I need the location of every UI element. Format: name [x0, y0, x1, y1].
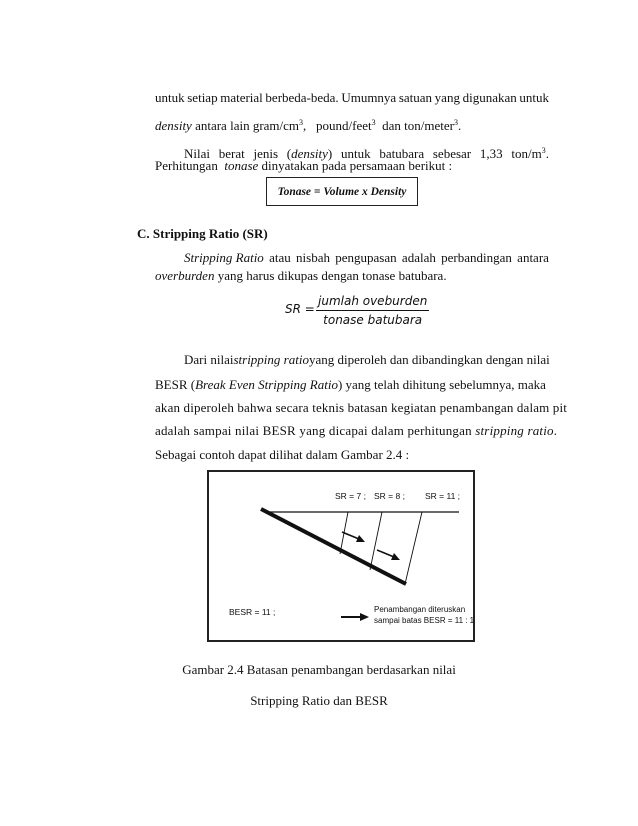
- word: batubara: [379, 146, 425, 161]
- text-segment: Perhitungan: [155, 158, 218, 173]
- word: berbeda-beda.: [265, 90, 339, 105]
- overburden-term: overburden: [155, 268, 215, 283]
- label-sr7: SR = 7 ;: [335, 491, 366, 501]
- pit-limit-sr8: [370, 512, 382, 570]
- figure-diagram: [209, 472, 473, 640]
- word: digunakan: [462, 90, 517, 105]
- equation-fraction: [316, 294, 429, 327]
- text-segment: .: [457, 118, 462, 133]
- stripping-ratio-term: stripping ratio: [233, 352, 309, 367]
- word: atau: [269, 250, 291, 265]
- para1-line1: [155, 90, 549, 106]
- text-segment: .: [545, 146, 549, 161]
- word: yang: [434, 90, 460, 105]
- text-segment: yang harus dikupas dengan tonase batubara.: [217, 268, 447, 283]
- figure-caption-line1: Gambar 2.4 Batasan penambangan berdasarkan nilai: [182, 662, 456, 677]
- superscript: 3: [371, 118, 376, 127]
- superscript: 3: [453, 118, 458, 127]
- para2-line2: [155, 158, 452, 174]
- word: material: [220, 90, 263, 105]
- pit-limit-sr11: [405, 512, 422, 584]
- word: adalah: [401, 250, 436, 265]
- word: setiap: [187, 90, 218, 105]
- label-besr: BESR = 11 ;: [229, 607, 276, 617]
- section-heading: C. Stripping Ratio (SR): [137, 226, 268, 241]
- word: nisbah: [296, 250, 330, 265]
- para3-line4: [155, 423, 557, 439]
- word: jenis: [253, 146, 279, 161]
- figure-2-4: [207, 470, 475, 642]
- figure-caption-line2: Stripping Ratio dan BESR: [250, 693, 388, 708]
- word: untuk: [341, 146, 371, 161]
- word: antara: [517, 250, 549, 265]
- text-segment: BESR (: [155, 377, 196, 392]
- text-segment: (: [286, 146, 292, 161]
- para3-line1: [184, 352, 549, 368]
- word: perbandingan: [441, 250, 512, 265]
- word: 1,33: [479, 146, 503, 161]
- stripping-ratio-term: stripping ratio: [475, 423, 554, 438]
- text-segment: ) yang telah dihitung sebelumnya, maka: [337, 377, 546, 392]
- text-segment: .: [553, 423, 558, 438]
- section-c-line2: [155, 268, 447, 284]
- text-segment: yang diperoleh dan dibandingkan dengan nilai: [308, 352, 550, 367]
- word: Umumnya: [341, 90, 397, 105]
- text-segment: dinyatakan pada persamaan berikut :: [261, 158, 453, 173]
- word: Nilai: [184, 146, 210, 161]
- text-segment: adalah sampai nilai BESR yang dicapai dalam perhitungan: [155, 423, 472, 438]
- legend-arrow-head: [360, 613, 369, 621]
- superscript: 3: [299, 118, 304, 127]
- text-segment: antara lain gram/cm: [195, 118, 300, 133]
- direction-arrow-2: [377, 550, 394, 557]
- text-segment: ton/m: [511, 146, 542, 161]
- label-sr8: SR = 8 ;: [374, 491, 405, 501]
- equation-denominator: tonase batubara: [323, 313, 423, 327]
- legend-text-2: sampai batas BESR = 11 : 1: [374, 616, 473, 625]
- para3-line5: Sebagai contoh dapat dilihat dalam Gambar 2.4 :: [155, 447, 410, 462]
- para3-line3: akan diperoleh bahwa secara teknis batasan kegiatan penambangan dalam pit: [155, 400, 567, 415]
- unit: [511, 146, 549, 162]
- word: pengupasan: [335, 250, 397, 265]
- density-term: density: [291, 146, 328, 161]
- legend-text-1: Penambangan diteruskan: [374, 605, 466, 614]
- text-segment: Dari nilai: [184, 352, 234, 367]
- text-segment: dan ton/meter: [375, 118, 454, 133]
- equation-numerator: jumlah oveburden: [316, 294, 429, 311]
- besr-term: Break Even Stripping Ratio: [195, 377, 338, 392]
- word: sebesar: [432, 146, 472, 161]
- coal-seam-line: [261, 509, 406, 584]
- tonase-formula-box: Tonase = Volume x Density: [266, 177, 418, 206]
- equation-lhs: SR =: [285, 302, 315, 316]
- word: untuk: [155, 90, 185, 105]
- density-term: density: [155, 118, 192, 133]
- text-segment: , pound/feet: [303, 118, 372, 133]
- stripping-ratio-term: Stripping Ratio: [184, 250, 264, 265]
- word: satuan: [398, 90, 433, 105]
- word: berat: [218, 146, 245, 161]
- para1-line2: [155, 118, 461, 134]
- superscript: 3: [541, 146, 546, 155]
- section-c-line1: [184, 250, 549, 266]
- label-sr11: SR = 11 ;: [425, 491, 461, 501]
- direction-arrow-1: [342, 532, 359, 539]
- para3-line2: [155, 377, 549, 393]
- tonase-term: tonase: [224, 158, 259, 173]
- word: untuk: [519, 90, 549, 105]
- text-segment: ): [327, 146, 333, 161]
